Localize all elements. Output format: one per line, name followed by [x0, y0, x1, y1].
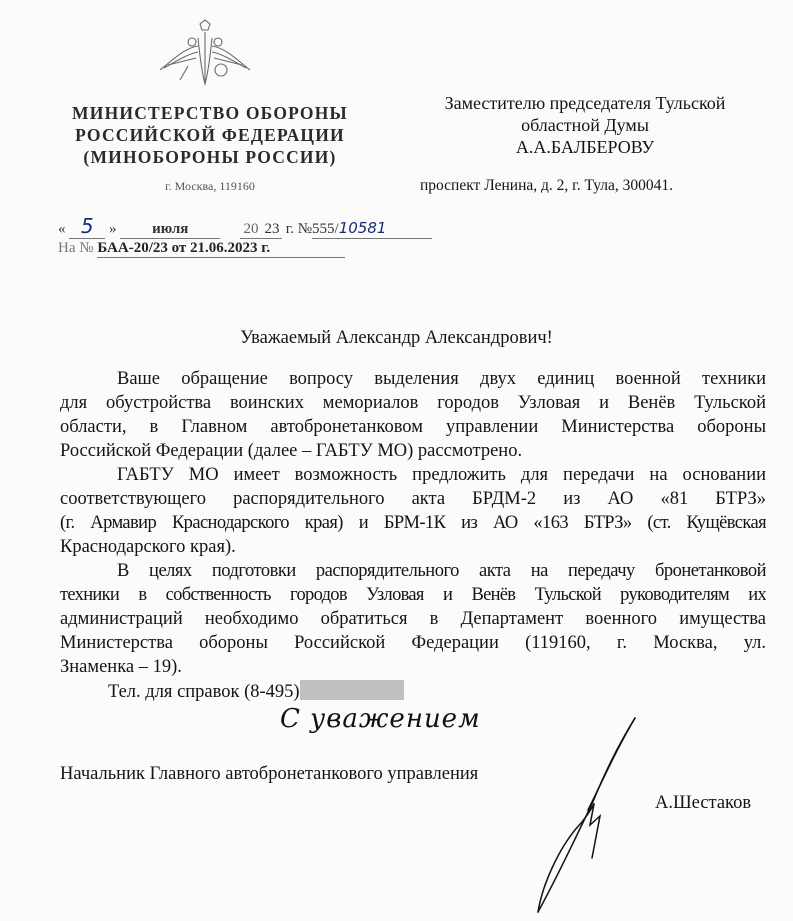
signatory-title: Начальник Главного автобронетанкового управления: [60, 764, 479, 784]
text-line: для обустройства воинских мемориалов городов Узловая и Венёв Тульской: [60, 393, 766, 413]
phone-label: Тел. для справок (8-495): [108, 682, 300, 702]
text-line: Ваше обращение вопросу выделения двух единиц военной техники: [117, 369, 766, 389]
recipient-address: проспект Ленина, д. 2, г. Тула, 300041.: [420, 177, 674, 194]
quote-close: »: [109, 221, 117, 237]
recipient-name: А.А.БАЛБЕРОВУ: [515, 137, 655, 157]
signature-scribble: [530, 712, 640, 917]
reply-label: На №: [58, 240, 94, 256]
text-line: Министерства обороны Российской Федерации (119160, г. Москва, ул.: [60, 633, 766, 653]
reply-ref-line: [58, 240, 345, 258]
text-line: Краснодарского края).: [60, 537, 236, 557]
recipient-line-1: Заместителю председателя Тульской: [444, 93, 726, 113]
paragraph-3: [60, 559, 766, 679]
handwritten-closing: С уважением: [280, 704, 481, 734]
text-line: администраций необходимо обратиться в Департамент военного имущества: [60, 609, 766, 629]
text-line: В целях подготовки распорядительного акта на передачу бронетанковой: [117, 561, 766, 581]
paragraph-1: [60, 367, 766, 463]
sender-city: г. Москва, 119160: [165, 179, 255, 193]
day-handwritten: 5: [69, 214, 105, 239]
greeting: Уважаемый Александр Александрович!: [240, 328, 553, 348]
text-line: области, в Главном автобронетанковом управлении Министерства обороны: [60, 417, 766, 437]
number-handwritten: 10581: [338, 219, 387, 237]
month: июля: [120, 221, 220, 239]
text-line: Знаменка – 19).: [60, 657, 182, 677]
quote-open: «: [58, 221, 66, 237]
year-suffix: 23: [262, 221, 282, 239]
reply-ref: БАА-20/23 от 21.06.2023 г.: [97, 240, 345, 258]
text-line: (г. Армавир Краснодарского края) и БРМ-1К из АО «163 БТРЗ» (ст. Кущёвская: [60, 513, 766, 533]
redacted-phone-number: [300, 680, 404, 700]
registration-date-line: [58, 214, 432, 239]
text-line: ГАБТУ МО имеет возможность предложить для передачи на основании: [117, 465, 766, 485]
phone-line: [60, 680, 404, 704]
ministry-name-line-3: (МИНОБОРОНЫ РОССИИ): [83, 147, 337, 167]
paragraph-2: [60, 463, 766, 559]
year-prefix: 20: [240, 221, 262, 239]
number-printed: 555/: [312, 221, 339, 237]
text-line: техники в собственность городов Узловая и Венёв Тульской руководителям их: [60, 585, 766, 605]
year-label: г. №: [285, 221, 313, 237]
signatory-name: А.Шестаков: [655, 793, 752, 813]
recipient-line-2: областной Думы: [521, 115, 649, 135]
eagle-emblem-icon: [150, 18, 260, 88]
ministry-name-line-1: МИНИСТЕРСТВО ОБОРОНЫ: [72, 103, 348, 123]
ministry-name-line-2: РОССИЙСКОЙ ФЕДЕРАЦИИ: [75, 125, 345, 145]
text-line: соответствующего распорядительного акта БРДМ-2 из АО «81 БТРЗ»: [60, 489, 766, 509]
text-line: Российской Федерации (далее – ГАБТУ МО) рассмотрено.: [60, 441, 523, 461]
